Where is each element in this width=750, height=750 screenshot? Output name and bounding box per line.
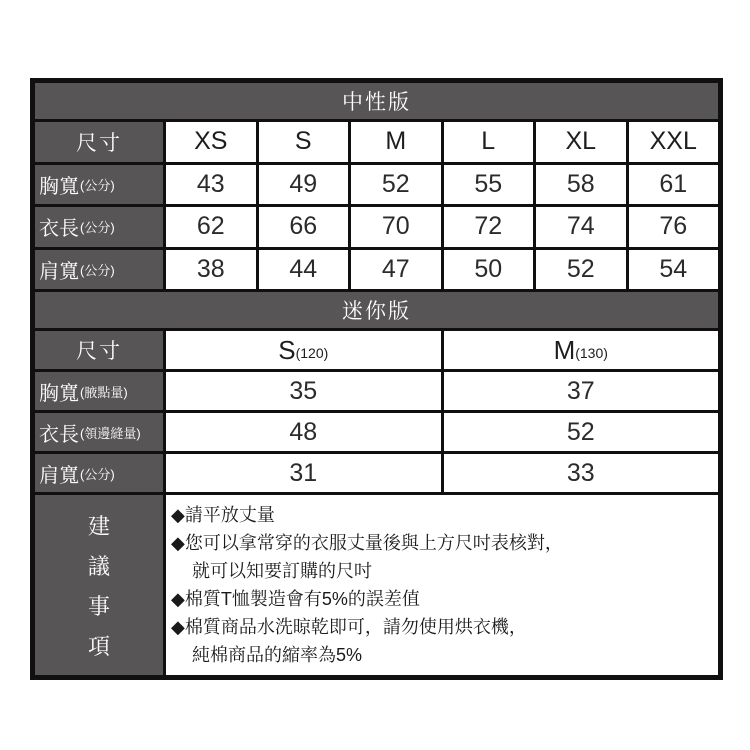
advice-title-char: 建 — [87, 513, 110, 539]
unisex-col-xxl: XXL — [629, 122, 719, 162]
table-cell: 62 — [166, 207, 256, 247]
mini-size-grid — [35, 331, 718, 492]
unisex-size-grid — [35, 122, 718, 289]
unisex-col-l: L — [444, 122, 534, 162]
advice-title-char: 事 — [87, 593, 110, 619]
table-cell: 49 — [259, 165, 349, 205]
mini-col-m130 — [444, 331, 719, 369]
row-unit: (領邊縫量) — [80, 425, 141, 441]
table-cell: 76 — [629, 207, 719, 247]
note-line: ◆您可以拿常穿的衣服丈量後與上方尺吋表核對， — [171, 533, 563, 553]
size-sub: (120) — [295, 345, 329, 361]
mini-size-header: 尺寸 — [35, 331, 163, 369]
advice-section — [35, 495, 718, 675]
table-cell: 70 — [351, 207, 441, 247]
unisex-col-s: S — [259, 122, 349, 162]
table-cell: 58 — [536, 165, 626, 205]
row-label: 肩寬 — [39, 464, 79, 487]
row-label: 胸寬 — [39, 175, 79, 198]
table-cell: 72 — [444, 207, 534, 247]
table-cell: 35 — [166, 372, 441, 410]
advice-title-char: 項 — [87, 633, 110, 659]
mini-section-title: 迷你版 — [35, 292, 718, 328]
unisex-row-label-chest — [35, 165, 163, 205]
table-cell: 50 — [444, 250, 534, 290]
advice-notes — [166, 495, 718, 675]
note-line: ◆請平放丈量 — [171, 505, 275, 525]
table-cell: 52 — [536, 250, 626, 290]
note-line: 純棉商品的縮率為5% — [192, 645, 363, 665]
note-line: 就可以知要訂購的尺吋 — [192, 561, 372, 581]
advice-title-char: 議 — [87, 553, 110, 579]
table-cell: 47 — [351, 250, 441, 290]
unisex-col-m: M — [351, 122, 441, 162]
mini-col-s120 — [166, 331, 441, 369]
unisex-row-label-shoulder — [35, 250, 163, 290]
size-code: M — [553, 334, 576, 365]
note-line: ◆棉質商品水洗晾乾即可，請勿使用烘衣機， — [171, 617, 527, 637]
table-cell: 38 — [166, 250, 256, 290]
row-label: 衣長 — [39, 218, 79, 241]
table-cell: 33 — [444, 454, 719, 492]
size-chart-table — [30, 78, 723, 680]
table-cell: 52 — [351, 165, 441, 205]
size-code: S — [278, 334, 296, 365]
row-unit: (公分) — [80, 177, 115, 193]
table-cell: 37 — [444, 372, 719, 410]
table-cell: 52 — [444, 413, 719, 451]
mini-row-label-length — [35, 413, 163, 451]
row-unit: (公分) — [80, 466, 115, 482]
row-unit: (腋點量) — [80, 384, 128, 400]
unisex-col-xs: XS — [166, 122, 256, 162]
table-cell: 54 — [629, 250, 719, 290]
row-unit: (公分) — [80, 220, 115, 236]
table-cell: 61 — [629, 165, 719, 205]
table-cell: 66 — [259, 207, 349, 247]
table-cell: 74 — [536, 207, 626, 247]
note-line: ◆棉質T恤製造會有5%的誤差值 — [171, 589, 420, 609]
table-cell: 48 — [166, 413, 441, 451]
row-unit: (公分) — [80, 262, 115, 278]
row-label: 胸寬 — [39, 382, 79, 405]
table-cell: 55 — [444, 165, 534, 205]
unisex-col-xl: XL — [536, 122, 626, 162]
mini-row-label-shoulder — [35, 454, 163, 492]
unisex-size-header: 尺寸 — [35, 122, 163, 162]
size-sub: (130) — [575, 345, 608, 361]
row-label: 肩寬 — [39, 260, 79, 283]
row-label: 衣長 — [39, 423, 79, 446]
mini-row-label-chest — [35, 372, 163, 410]
advice-title-vertical — [35, 495, 163, 675]
unisex-section-title: 中性版 — [35, 83, 718, 119]
unisex-row-label-length — [35, 207, 163, 247]
table-cell: 43 — [166, 165, 256, 205]
table-cell: 31 — [166, 454, 441, 492]
table-cell: 44 — [259, 250, 349, 290]
